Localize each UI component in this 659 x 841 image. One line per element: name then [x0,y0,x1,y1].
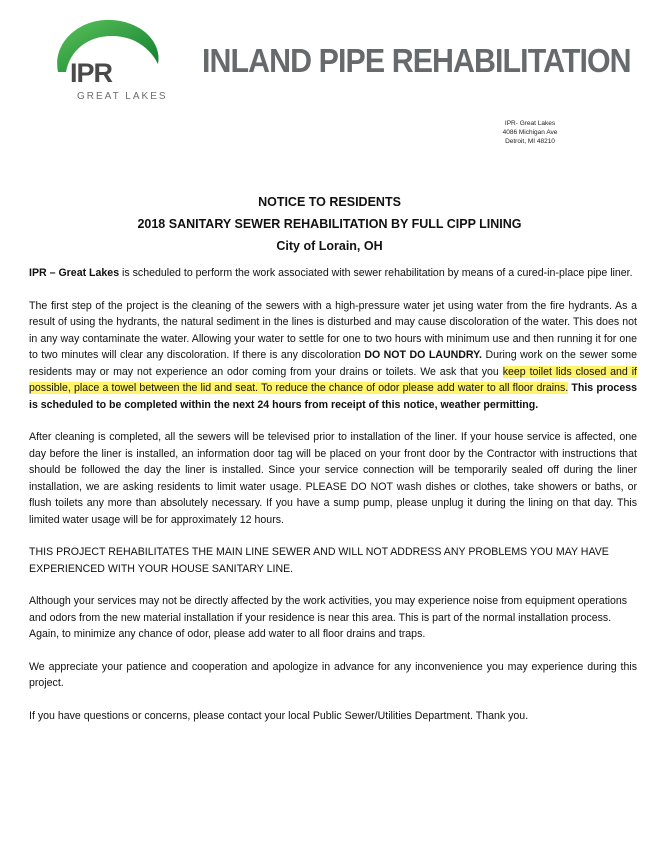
address-line: IPR- Great Lakes [504,120,556,127]
address-line: 4086 Michigan Ave [502,129,558,136]
odor-text: During work on the sewer some residents may or may not experience an odor coming from your drains or toilets. We ask that you [29,349,637,378]
logo-subtext: GREAT LAKES [77,91,168,102]
notice-subtitle: 2018 SANITARY SEWER REHABILITATION BY FULL CIPP LINING [137,217,522,231]
ipr-logo [50,12,180,108]
intro-text: is scheduled to perform the work associated with sewer rehabilitation by means of a cured-in-place pipe liner. [119,267,633,279]
notice-body [29,265,637,740]
paragraph-noise [29,593,637,643]
cleaning-text: The first step of the project is the cleaning of the sewers with a high-pressure water jet using water from the fire hydrants. As a result of using the hydrants, the natural sediment in the lines is disturbed and may cause discoloration of the water. This does not in any way contaminate the water. Allowing your water to settle for one to two hours with minimum use and then running it for one to two minutes will clear any discoloration. If there is any discoloration [29,299,637,361]
contact-text: If you have questions or concerns, please contact your local Public Sewer/Utilities Department. Thank you. [29,709,529,722]
address-line: Detroit, MI 48210 [505,138,555,145]
lining-text: After cleaning is completed, all the sewers will be televised prior to installation of the liner. If your house service is affected, one day before the liner is installed, an information door tag will be placed on your front door by the Contractor with instructions that should be followed the day the liner is installed. Since your service connection will be temporarily sealed off during the liner installation, we are asking residents to limit water usage. PLEASE DO NOT wash dishes or clothes, take showers or baths, or flush toilets any more than absolutely necessary. If you have a sump pump, please unplug it during the lining on that day. This limited water usage will be for approximately 12 hours. [29,431,637,526]
company-title: INLAND PIPE REHABILITATION [202,42,631,79]
paragraph-contact [29,708,637,725]
paragraph-lining [29,429,637,528]
paragraph-intro [29,265,637,282]
notice-heading [0,191,659,257]
mainline-text: THIS PROJECT REHABILITATES THE MAIN LINE SEWER AND WILL NOT ADDRESS ANY PROBLEMS YOU MAY HAVE EXPERIENCED WITH YOUR HOUSE SANITARY LINE. [29,546,609,575]
highlighted-instruction: keep toilet lids closed and if possible, place a towel between the lid and seat. To reduce the chance of odor please add water to all floor drains. [29,365,637,394]
notice-location: City of Lorain, OH [276,239,383,253]
company-address [480,119,580,146]
company-name: IPR – Great Lakes [29,267,120,279]
noise-text: Although your services may not be directly affected by the work activities, you may experience noise from equipment operations and odors from the new material installation if your residence is near this area. This is part of the normal installation process. Again, to minimize any chance of odor, please add water to all floor drains and traps. [29,595,628,640]
paragraph-mainline [29,544,637,577]
paragraph-cleaning [29,298,637,414]
no-laundry-warning: DO NOT DO LAUNDRY. [364,349,482,361]
appreciation-text: We appreciate your patience and cooperation and apologize in advance for any inconvenience you may experience during this project. [29,660,637,689]
logo-text: IPR [70,58,113,88]
schedule-note: This process is scheduled to be completed within the next 24 hours from receipt of this notice, weather permitting. [29,382,637,411]
notice-title: NOTICE TO RESIDENTS [258,195,401,209]
paragraph-appreciation [29,659,637,692]
